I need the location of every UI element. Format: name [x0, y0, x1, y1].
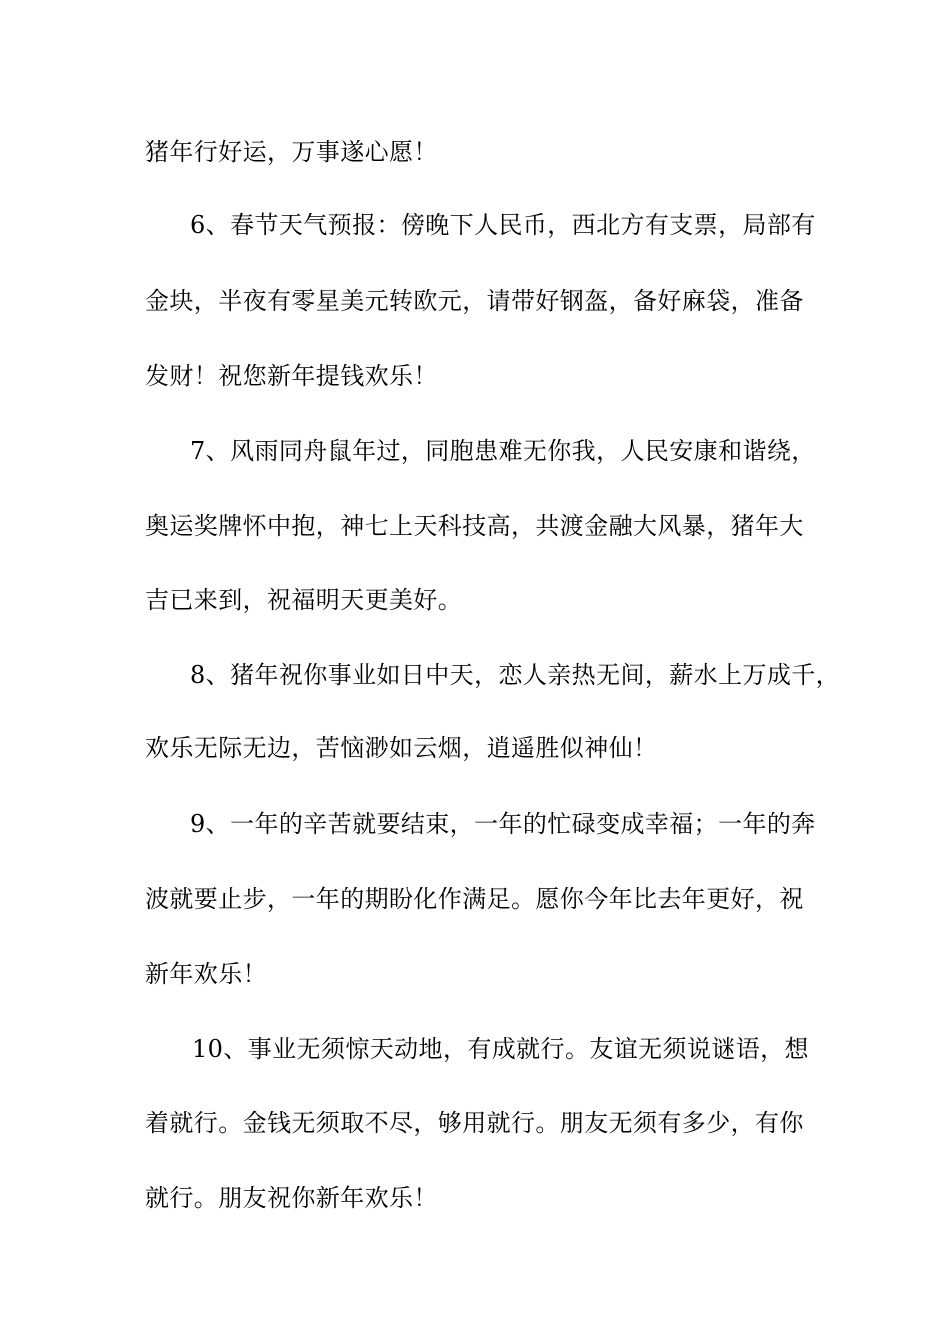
text-line: 新年欢乐！ — [145, 960, 267, 988]
text-line: 奥运奖牌怀中抱，神七上天科技高，共渡金融大风暴，猪年大 — [145, 512, 804, 540]
paragraph-10-line-1: 10、事业无须惊天动地，有成就行。友谊无须说谜语，想 — [192, 1035, 809, 1063]
text-line: 吉已来到，祝福明天更美好。 — [145, 586, 463, 614]
text-line: 着就行。金钱无须取不尽，够用就行。朋友无须有多少，有你 — [145, 1109, 804, 1137]
text-line: 金块，半夜有零星美元转欧元，请带好钢盔，备好麻袋，准备 — [145, 287, 804, 315]
paragraph-9-line-1: 9、一年的辛苦就要结束，一年的忙碌变成幸福；一年的奔 — [190, 810, 816, 838]
text-line: 发财！祝您新年提钱欢乐！ — [145, 362, 438, 390]
paragraph-8-line-1: 8、猪年祝你事业如日中天，恋人亲热无间，薪水上万成千， — [190, 661, 841, 689]
text-line: 欢乐无际无边，苦恼渺如云烟，逍遥胜似神仙！ — [145, 734, 658, 762]
paragraph-6-line-1: 6、春节天气预报：傍晚下人民币，西北方有支票，局部有 — [190, 211, 816, 239]
text-line: 就行。朋友祝你新年欢乐！ — [145, 1184, 438, 1212]
text-line: 猪年行好运，万事遂心愿！ — [145, 138, 438, 166]
paragraph-7-line-1: 7、风雨同舟鼠年过，同胞患难无你我，人民安康和谐绕， — [190, 437, 816, 465]
text-line: 波就要止步，一年的期盼化作满足。愿你今年比去年更好，祝 — [145, 885, 804, 913]
